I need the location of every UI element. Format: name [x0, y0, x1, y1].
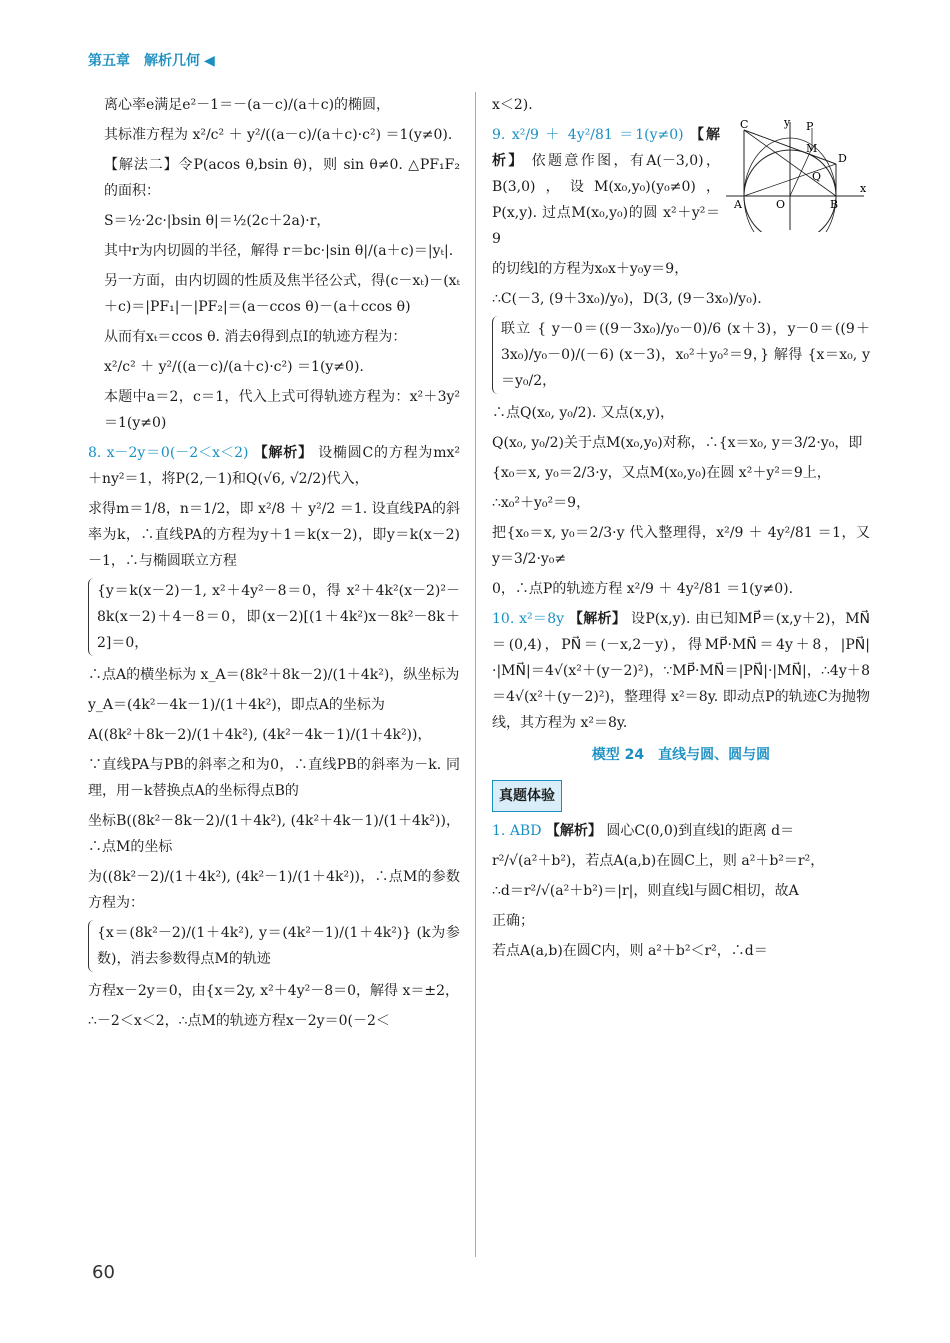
circle-figure: [726, 118, 870, 232]
label-p: P: [806, 120, 814, 133]
text-line: x²/c² ＋ y²/((a－c)/(a＋c)·c²) ＝1(y≠0).: [104, 359, 364, 375]
answer: x²＝8y: [519, 611, 565, 627]
text-line: 依题意作图，有A(－3,0)，B(3,0)，设M(x₀,y₀)(y₀≠0)，P(x,y). 过点M(x₀,y₀)的圆 x²＋y²＝9: [492, 153, 721, 247]
text-line: ∴点Q(x₀, y₀/2). 又点(x,y)，: [492, 405, 675, 421]
question-number: 9.: [492, 127, 506, 143]
equation-system: {y＝k(x－2)－1, x²＋4y²－8＝0，得 x²＋4k²(x－2)²－8k(x－2)＋4－8＝0，即(x－2)[(1＋4k²)x－8k²－8k＋2]＝0，: [88, 578, 460, 656]
text-line: ∴x₀²＋y₀²＝9，: [492, 495, 591, 511]
text-line: 方程x－2y＝0，由{x＝2y, x²＋4y²－8＝0，解得 x＝±2，: [88, 983, 460, 999]
analysis-tag: 【解析】: [492, 127, 721, 169]
text-line: A((8k²＋8k－2)/(1＋4k²), (4k²－4k－1)/(1＋4k²))，: [88, 727, 432, 743]
text-line: Q(x₀, y₀/2)关于点M(x₀,y₀)对称，∴{x＝x₀, y＝3/2·y₀，即: [492, 435, 863, 451]
column-divider: [475, 92, 476, 1257]
analysis-tag: 【解析】: [568, 611, 627, 627]
text-line: 从而有xₜ＝ccos θ. 消去θ得到点I的轨迹方程为：: [104, 329, 407, 345]
text-line: 本题中a＝2，c＝1，代入上式可得轨迹方程为：x²＋3y²＝1(y≠0): [104, 389, 460, 431]
question-1: [492, 818, 870, 964]
text-line: 若点A(a,b)在圆C内，则 a²＋b²＜r²，∴d＝: [492, 943, 768, 959]
text-line: ∴C(－3, (9＋3x₀)/y₀)，D(3, (9－3x₀)/y₀).: [492, 291, 762, 307]
equation-system: {x＝(8k²－2)/(1＋4k²), y＝(4k²－1)/(1＋4k²)} (k为参数)，消去参数得点M的轨迹: [88, 920, 460, 972]
label-a: A: [734, 198, 742, 211]
question-number: 10.: [492, 611, 515, 627]
answer: ABD: [509, 823, 542, 839]
question-number: 8.: [88, 445, 102, 461]
answer: x²/9 ＋ 4y²/81 ＝1(y≠0): [511, 127, 684, 143]
question-8: [88, 440, 460, 1034]
text-line: 为((8k²－2)/(1＋4k²), (4k²－1)/(1＋4k²))，∴点M的参数方程为：: [88, 869, 460, 911]
text-line: ∴－2＜x＜2，∴点M的轨迹方程x－2y＝0(－2＜: [88, 1013, 390, 1029]
text-line: ∵直线PA与PB的斜率之和为0，∴直线PB的斜率为－k. 同理，用－k替换点A的坐标得点B的: [88, 757, 460, 799]
text-line: 其中r为内切圆的半径，解得 r＝bc·|sin θ|/(a＋c)＝|yₜ|.: [104, 243, 454, 259]
label-x: x: [860, 182, 867, 195]
text-line: 【解法二】令P(acos θ,bsin θ)，则 sin θ≠0. △PF₁F₂的面积：: [104, 157, 460, 199]
chapter-marker-icon: ◀: [204, 53, 215, 69]
text-line: 另一方面，由内切圆的性质及焦半径公式，得(c－xₜ)－(xₜ＋c)＝|PF₁|－|PF₂|＝(a－ccos θ)－(a＋ccos θ): [104, 273, 460, 315]
text-line: ∴点A的横坐标为 x_A＝(8k²＋8k－2)/(1＋4k²)，纵坐标为: [88, 667, 460, 683]
label-c: C: [740, 118, 749, 131]
text-line: 0，∴点P的轨迹方程 x²/9 ＋ 4y²/81 ＝1(y≠0).: [492, 581, 794, 597]
chapter-title: 第五章 解析几何: [88, 53, 200, 69]
text-line: {x₀＝x, y₀＝2/3·y，又点M(x₀,y₀)在圆 x²＋y²＝9上，: [492, 465, 831, 481]
model-title: 模型 24 直线与圆、圆与圆: [591, 747, 771, 763]
text-line: 圆心C(0,0)到直线l的距离 d＝: [606, 823, 795, 839]
text-line: x＜2).: [492, 97, 533, 113]
text-line: ∴d＝r²/√(a²＋b²)＝|r|，则直线l与圆C相切，故A: [492, 883, 799, 899]
question-number: 1.: [492, 823, 506, 839]
answer: x－2y＝0(－2＜x＜2): [106, 445, 249, 461]
page-number: 60: [92, 1262, 115, 1283]
label-q: Q: [812, 170, 822, 183]
section-tag: 真题体验: [492, 780, 562, 812]
text-line: r²/√(a²＋b²)，若点A(a,b)在圆C上，则 a²＋b²＝r²，: [492, 853, 825, 869]
analysis-tag: 【解析】: [253, 445, 313, 461]
text-line: 正确；: [492, 913, 534, 929]
analysis-tag: 【解析】: [545, 823, 602, 839]
text-line: 离心率e满足e²－1＝－(a－c)/(a＋c)的椭圆，: [104, 97, 391, 113]
text-line: 其标准方程为 x²/c² ＋ y²/((a－c)/(a＋c)·c²) ＝1(y≠0).: [104, 127, 453, 143]
question-10: [492, 606, 870, 736]
text-line: 的切线l的方程为x₀x＋y₀y＝9，: [492, 261, 689, 277]
text-line: 设P(x,y). 由已知MP⃗＝(x,y＋2)，MN⃗＝(0,4)，PN⃗＝(－x,2－y)，得MP⃗·MN⃗＝4y＋8，|PN⃗|·|MN⃗|＝4√(x²＋(y－2)²)，∵MP⃗·MN⃗＝|PN⃗|·|MN⃗|，∴4y＋8＝4√(x²＋(y－2)²)，整理得 x²＝8y. 即动点P的轨迹C为抛物线，其方程为 x²＝8y.: [492, 611, 870, 731]
label-y: y: [784, 118, 791, 129]
text-line: S＝½·2c·|bsin θ|＝½(2c＋2a)·r，: [104, 213, 331, 229]
label-m: M: [806, 142, 818, 155]
label-d: D: [838, 152, 847, 165]
equation-system: 联立 { y－0＝((9－3x₀)/y₀－0)/6 (x＋3)，y－0＝((9＋3x₀)/y₀－0)/(－6) (x－3)，x₀²＋y₀²＝9，} 解得 {x＝x₀, y＝y₀/2，: [492, 316, 870, 394]
text-line: 设椭圆C的方程为mx²＋ny²＝1，将P(2,－1)和Q(√6, √2/2)代入，: [88, 445, 460, 487]
label-b: B: [830, 198, 839, 211]
left-column: [88, 92, 460, 1038]
text-line: 坐标B((8k²－8k－2)/(1＋4k²), (4k²＋4k－1)/(1＋4k²))，∴点M的坐标: [88, 813, 460, 855]
segment-om: [790, 148, 812, 196]
text-line: y_A＝(4k²－4k－1)/(1＋4k²)，即点A的坐标为: [88, 697, 385, 713]
text-line: 求得m＝1/8，n＝1/2，即 x²/8 ＋ y²/2 ＝1. 设直线PA的斜率为k，∴直线PA的方程为y＋1＝k(x－2)，即y＝k(x－2)－1，∴与椭圆联立方程: [88, 501, 460, 569]
label-o: O: [776, 198, 786, 211]
chapter-header: [88, 50, 215, 70]
text-line: 把{x₀＝x, y₀＝2/3·y 代入整理得，x²/9 ＋ 4y²/81 ＝1，又 y＝3/2·y₀≠: [492, 525, 870, 567]
